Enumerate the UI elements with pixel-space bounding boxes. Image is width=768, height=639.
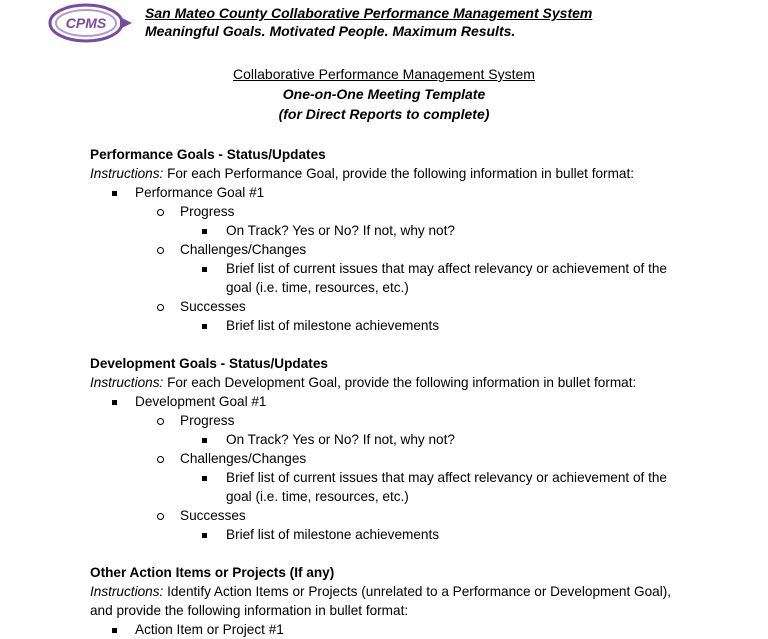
list-item: Development Goal #1 <box>90 392 690 411</box>
tagline: Meaningful Goals. Motivated People. Maximum Results. <box>145 23 516 39</box>
square-bullet-icon <box>202 430 207 449</box>
list-item: Challenges/Changes <box>90 240 690 259</box>
document-body <box>90 145 690 639</box>
circle-bullet-icon <box>157 411 164 430</box>
section-instructions: Instructions: For each Performance Goal, provide the following information in bullet format: <box>90 166 635 181</box>
list-item: On Track? Yes or No? If not, why not? <box>90 430 690 449</box>
square-bullet-icon <box>202 468 207 487</box>
list-item: Brief list of current issues that may affect relevancy or achievement of the goal (i.e. time, resources, etc.) <box>90 468 690 506</box>
list-item: Brief list of milestone achievements <box>90 316 690 335</box>
circle-bullet-icon <box>157 240 164 259</box>
circle-bullet-icon <box>157 506 164 525</box>
page-header <box>46 2 746 46</box>
square-bullet-icon <box>202 221 207 240</box>
square-bullet-icon <box>202 316 207 335</box>
section-title: Performance Goals - Status/Updates <box>90 147 326 162</box>
circle-bullet-icon <box>157 297 164 316</box>
document-subtitle: One-on-One Meeting Template <box>282 86 486 102</box>
square-bullet-icon <box>112 392 117 411</box>
list-item: Progress <box>90 411 690 430</box>
section-title: Other Action Items or Projects (If any) <box>90 565 335 580</box>
list-item: Performance Goal #1 <box>90 183 690 202</box>
svg-text:CPMS: CPMS <box>65 15 107 31</box>
cpms-logo <box>46 2 132 44</box>
document-subtitle-note: (for Direct Reports to complete) <box>278 106 490 122</box>
section-title: Development Goals - Status/Updates <box>90 356 328 371</box>
list-item: Progress <box>90 202 690 221</box>
list-item: Successes <box>90 506 690 525</box>
section-instructions: Instructions: For each Development Goal, provide the following information in bullet format: <box>90 375 637 390</box>
square-bullet-icon <box>202 525 207 544</box>
square-bullet-icon <box>112 183 117 202</box>
list-item: On Track? Yes or No? If not, why not? <box>90 221 690 240</box>
list-item: Challenges/Changes <box>90 449 690 468</box>
document-title: Collaborative Performance Management System <box>233 66 535 82</box>
circle-bullet-icon <box>157 449 164 468</box>
circle-bullet-icon <box>157 202 164 221</box>
list-item: Brief list of milestone achievements <box>90 525 690 544</box>
list-item: Brief list of current issues that may affect relevancy or achievement of the goal (i.e. time, resources, etc.) <box>90 259 690 297</box>
list-item: Action Item or Project #1 <box>90 620 690 639</box>
list-item: Successes <box>90 297 690 316</box>
section-instructions: Instructions: Identify Action Items or Projects (unrelated to a Performance or Development Goal), and provide the following information in bullet format: <box>90 584 672 618</box>
organization-name: San Mateo County Collaborative Performance Management System <box>145 5 593 21</box>
square-bullet-icon <box>202 259 207 278</box>
